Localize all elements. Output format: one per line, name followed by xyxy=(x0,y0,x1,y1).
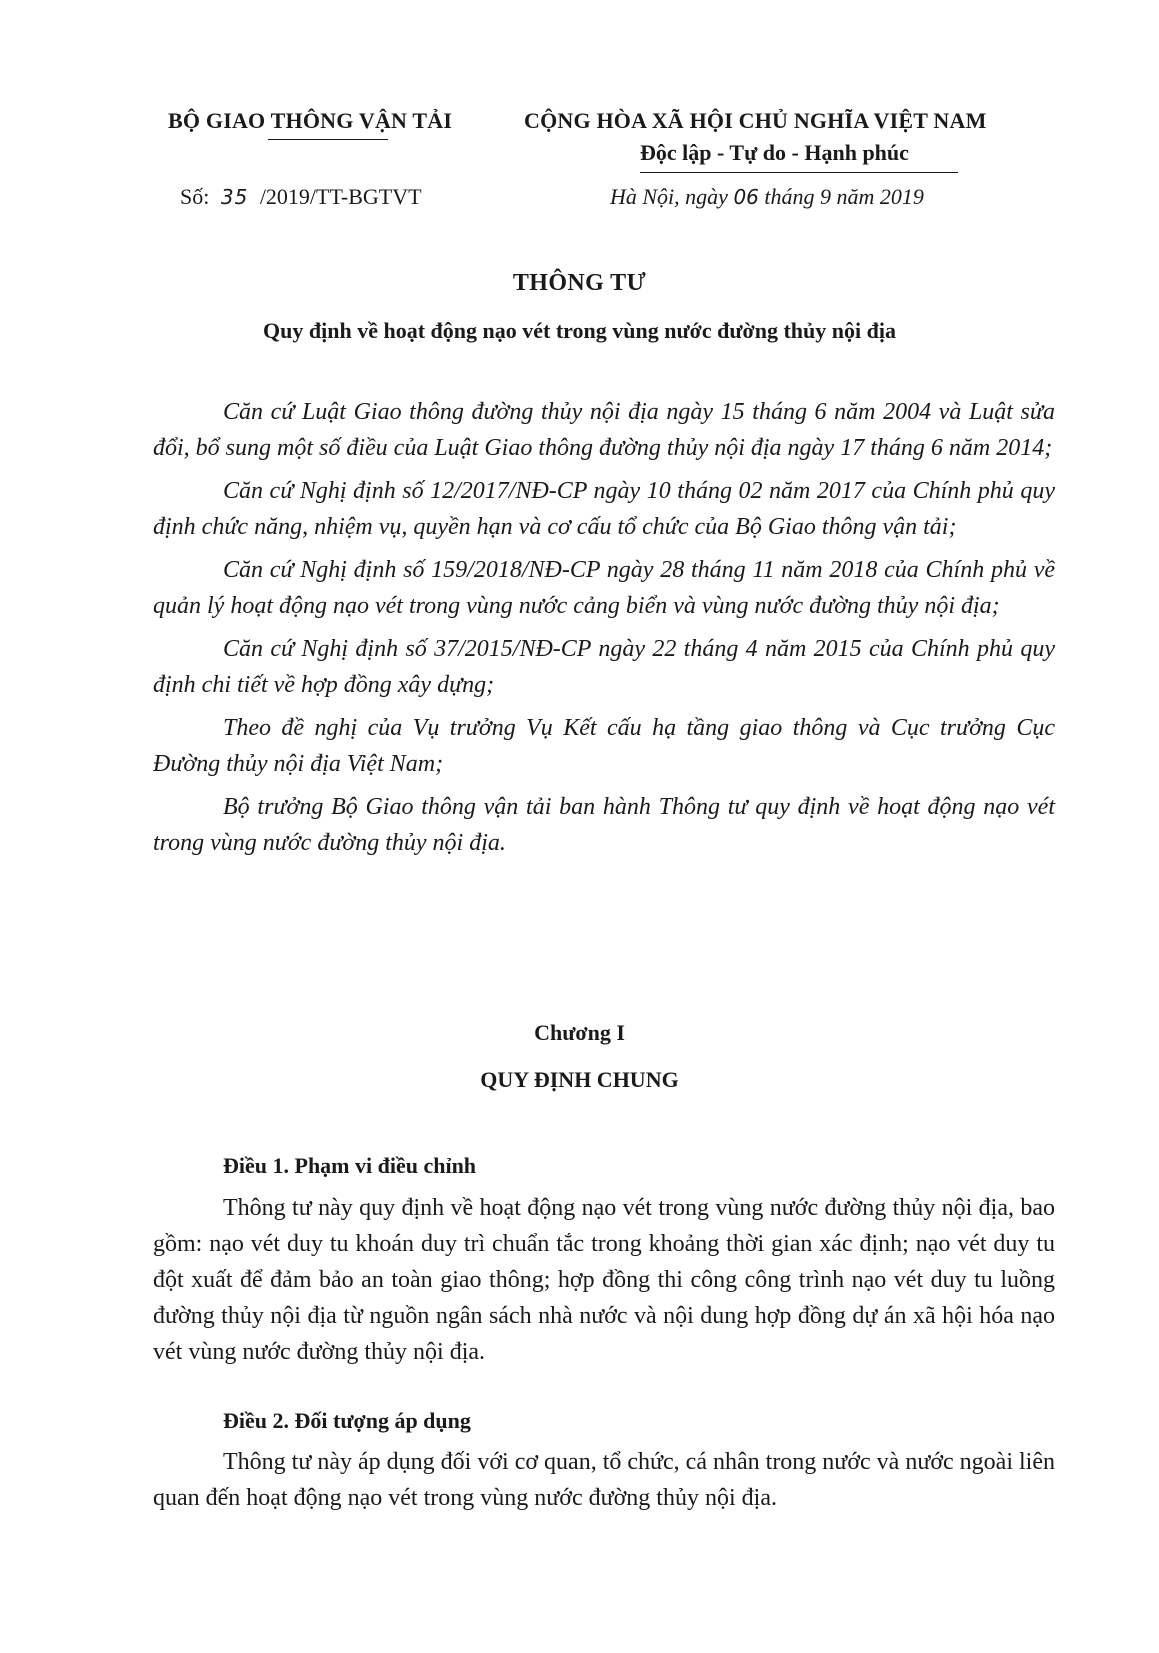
article-1-paragraph: Thông tư này quy định về hoạt động nạo vét trong vùng nước đường thủy nội địa, bao gồm: nạo vét duy tu khoán duy trì chuẩn tắc trong khoảng thời gian xác định; nạo vét duy tu đột xuất để đảm bảo an toàn giao thông; hợp đồng thi công công trình nạo vét duy tu luồng đường thủy nội địa từ nguồn ngân sách nhà nước và nội dung hợp đồng dự án xã hội hóa nạo vét vùng nước đường thủy nội địa. xyxy=(153,1195,1055,1365)
number-prefix: Số: xyxy=(180,184,210,209)
preamble-paragraph: Căn cứ Luật Giao thông đường thủy nội địa ngày 15 tháng 6 năm 2004 và Luật sửa đổi, bổ sung một số điều của Luật Giao thông đường thủy nội địa ngày 17 tháng 6 năm 2014; xyxy=(153,399,1055,461)
article-1-title: Điều 1. Phạm vi điều chỉnh xyxy=(223,1153,477,1178)
preamble-paragraph: Căn cứ Nghị định số 37/2015/NĐ-CP ngày 22 tháng 4 năm 2015 của Chính phủ quy định chi tiết về hợp đồng xây dựng; xyxy=(153,636,1055,698)
preamble-paragraph: Bộ trưởng Bộ Giao thông vận tải ban hành Thông tư quy định về hoạt động nạo vét trong vùng nước đường thủy nội địa. xyxy=(153,794,1055,856)
date-day-handwritten: 06 xyxy=(733,185,759,209)
number-handwritten: 35 xyxy=(220,185,249,209)
article-2-paragraph: Thông tư này áp dụng đối với cơ quan, tổ chức, cá nhân trong nước và nước ngoài liên quan đến hoạt động nạo vét trong vùng nước đường thủy nội địa. xyxy=(153,1449,1055,1511)
article-1-body xyxy=(153,1190,1055,1370)
document-type: THÔNG TƯ xyxy=(512,270,647,296)
date-prefix: Hà Nội, ngày xyxy=(610,184,728,209)
date-suffix: tháng 9 năm 2019 xyxy=(764,184,924,209)
agency-underline xyxy=(268,139,388,140)
preamble-paragraph: Theo đề nghị của Vụ trưởng Vụ Kết cấu hạ tầng giao thông và Cục trưởng Cục Đường thủy nội địa Việt Nam; xyxy=(153,715,1055,777)
number-suffix: /2019/TT-BGTVT xyxy=(259,184,422,209)
article-2-title: Điều 2. Đối tượng áp dụng xyxy=(223,1408,471,1433)
issuing-agency: BỘ GIAO THÔNG VẬN TẢI xyxy=(168,108,453,133)
place-and-date xyxy=(610,184,924,210)
chapter-title: QUY ĐỊNH CHUNG xyxy=(480,1067,679,1092)
document-subject: Quy định về hoạt động nạo vét trong vùng nước đường thủy nội địa xyxy=(263,318,896,343)
preamble xyxy=(153,394,1055,861)
national-title: CỘNG HÒA XÃ HỘI CHỦ NGHĨA VIỆT NAM xyxy=(524,108,987,133)
document-number xyxy=(180,184,422,210)
article-2-body xyxy=(153,1444,1055,1516)
motto-underline xyxy=(640,172,958,173)
preamble-paragraph: Căn cứ Nghị định số 159/2018/NĐ-CP ngày 28 tháng 11 năm 2018 của Chính phủ về quản lý hoạt động nạo vét trong vùng nước cảng biển và vùng nước đường thủy nội địa; xyxy=(153,557,1055,619)
national-motto: Độc lập - Tự do - Hạnh phúc xyxy=(640,140,909,165)
chapter-number: Chương I xyxy=(534,1020,625,1045)
preamble-paragraph: Căn cứ Nghị định số 12/2017/NĐ-CP ngày 10 tháng 02 năm 2017 của Chính phủ quy định chức năng, nhiệm vụ, quyền hạn và cơ cấu tổ chức của Bộ Giao thông vận tải; xyxy=(153,478,1055,540)
